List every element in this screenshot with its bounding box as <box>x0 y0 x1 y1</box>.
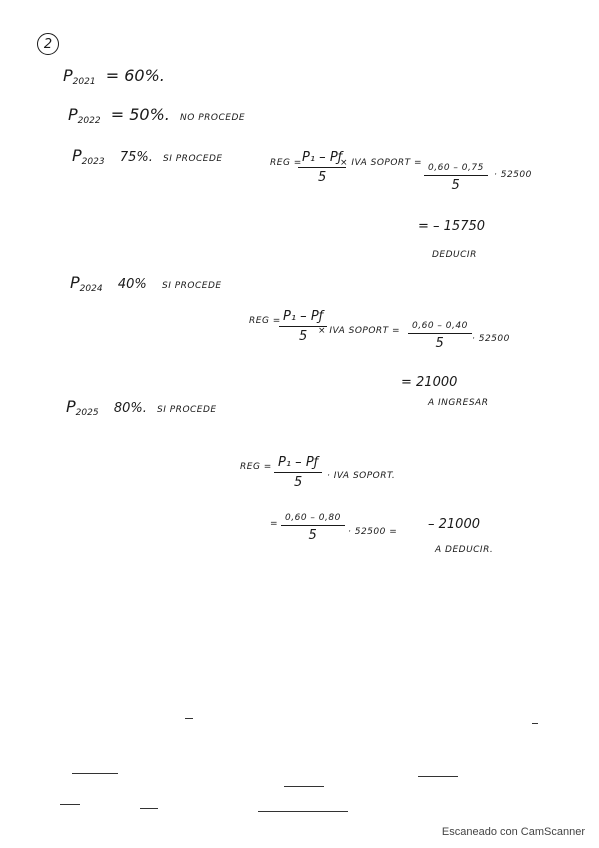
exercise-number: 2 <box>37 33 59 55</box>
p2025-mult: · 52500 = <box>348 527 398 537</box>
p2025-value-fraction: 0,60 – 0,80 5 <box>281 513 345 543</box>
p2025-reg-prefix: REG = <box>240 462 272 472</box>
p2023-result-note: DEDUCIR <box>432 250 477 260</box>
p2024-formula-fraction: $\frac{\text{P₁ – Pƒ}}{5}$ <box>279 309 327 344</box>
scan-mark <box>418 776 458 777</box>
camscanner-watermark: Escaneado con CamScanner <box>441 826 585 838</box>
p2025-result-note: A DEDUCIR. <box>435 545 494 555</box>
p2023-reg-prefix: REG = <box>270 158 302 168</box>
p2023-value-fraction: 0,60 – 0,75 5 <box>424 163 488 193</box>
scan-mark <box>284 786 324 787</box>
p2024-reg-prefix: REG = <box>249 316 281 326</box>
scan-mark <box>258 811 348 812</box>
p2024-times: × IVA SOPORT = <box>318 326 401 336</box>
p2024-result: = 21000 <box>401 375 458 390</box>
p2025-line: $P_{2025}$ 80%. SI PROCEDE <box>66 397 217 418</box>
scan-mark <box>140 808 158 809</box>
p2025-formula-fraction: $\frac{\text{P₁ – Pƒ}}{5}$ <box>274 455 322 490</box>
p2023-line: $P_{2023}$ 75%. SI PROCEDE <box>72 146 223 167</box>
p2023-times: × IVA SOPORT = <box>340 158 423 168</box>
scan-mark <box>185 718 193 719</box>
p2025-eq2-prefix: = <box>270 519 279 529</box>
p2025-result: – 21000 <box>428 517 480 532</box>
p2024-result-note: A INGRESAR <box>428 398 489 408</box>
p2025-times: · IVA SOPORT. <box>327 471 396 481</box>
p2023-formula-fraction: $\frac{\text{P₁ – Pƒ}}{5}$ <box>298 150 346 185</box>
scan-mark <box>60 804 80 805</box>
scan-mark <box>72 773 118 774</box>
p2023-result: = – 15750 <box>418 219 486 234</box>
p2024-line: $P_{2024}$ 40% SI PROCEDE <box>70 273 222 294</box>
p2021-line: $P_{2021} = 60\%$. <box>63 66 165 87</box>
scan-mark <box>532 723 538 724</box>
p2024-value-fraction: 0,60 – 0,40 5 <box>408 321 472 351</box>
p2024-mult: · 52500 <box>472 334 510 344</box>
p2023-mult: · 52500 <box>494 170 532 180</box>
p2022-line: $P_{2022} = 50\%$. NO PROCEDE <box>68 105 246 126</box>
